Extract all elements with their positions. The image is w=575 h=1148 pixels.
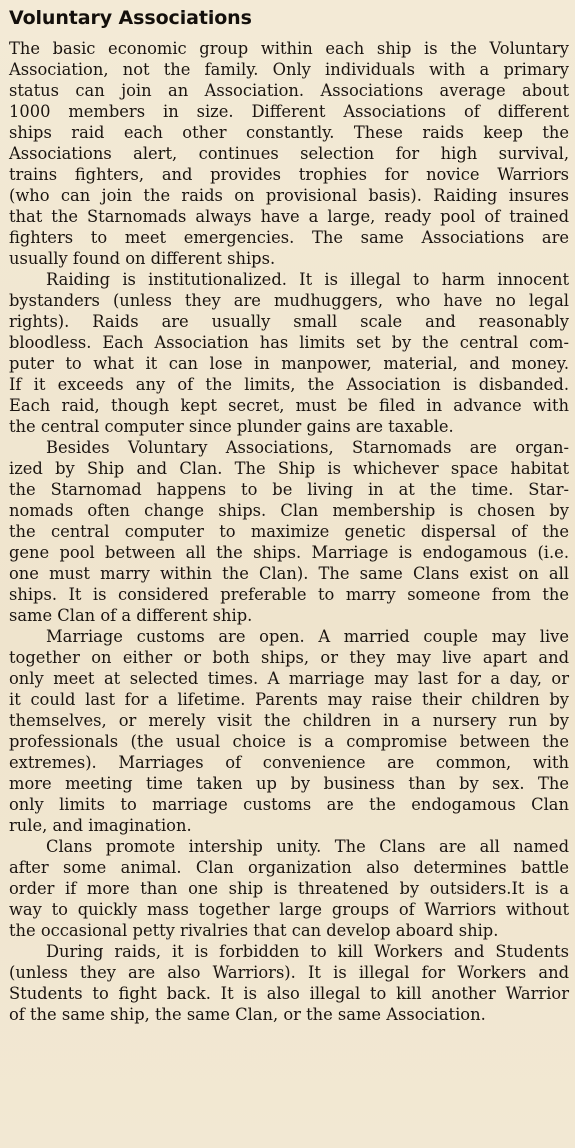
text-line: professionals (the usual choice is a compromise between the — [9, 732, 569, 751]
text-line: During raids, it is forbidden to kill Workers and Students — [46, 942, 569, 961]
text-line: 1000 members in size. Different Associations of different — [9, 102, 569, 121]
text-line: Association, not the family. Only individuals with a primary — [9, 60, 569, 79]
text-line: The basic economic group within each ship is the Voluntary — [9, 39, 569, 58]
text-line: gene pool between all the ships. Marriage is endogamous (i.e. — [9, 543, 569, 562]
text-line: ized by Ship and Clan. The Ship is whichever space habitat — [9, 459, 569, 478]
text-line: trains fighters, and provides trophies for novice Warriors — [9, 165, 569, 184]
text-line: the Starnomad happens to be living in at the time. Star- — [9, 480, 569, 499]
text-line: Students to fight back. It is also illegal to kill another Warrior — [9, 984, 569, 1003]
text-line: Clans promote intership unity. The Clans are all named — [46, 837, 569, 856]
text-line: usually found on different ships. — [9, 249, 276, 268]
text-line: same Clan of a different ship. — [9, 606, 253, 625]
text-line: the central computer to maximize genetic dispersal of the — [9, 522, 569, 541]
text-line: after some animal. Clan organization also determines battle — [9, 858, 569, 877]
section-heading: Voluntary Associations — [9, 7, 252, 29]
text-line: it could last for a lifetime. Parents may raise their children by — [9, 690, 569, 709]
text-line: more meeting time taken up by business than by sex. The — [9, 774, 569, 793]
text-line: fighters to meet emergencies. The same Associations are — [9, 228, 569, 247]
text-line: extremes). Marriages of convenience are common, with — [9, 753, 569, 772]
text-line: (who can join the raids on provisional basis). Raiding insures — [9, 186, 569, 205]
body-text — [9, 38, 569, 1025]
text-line: themselves, or merely visit the children in a nursery run by — [9, 711, 569, 730]
text-line: order if more than one ship is threatened by outsiders.It is a — [9, 879, 569, 898]
text-line: the central computer since plunder gains are taxable. — [9, 417, 454, 436]
text-line: way to quickly mass together large groups of Warriors without — [9, 900, 569, 919]
text-line: (unless they are also Warriors). It is illegal for Workers and — [9, 963, 569, 982]
text-line: nomads often change ships. Clan membership is chosen by — [9, 501, 569, 520]
text-line: Associations alert, continues selection for high survival, — [9, 144, 569, 163]
text-line: of the same ship, the same Clan, or the same Association. — [9, 1005, 486, 1024]
text-line: ships. It is considered preferable to marry someone from the — [9, 585, 569, 604]
text-line: puter to what it can lose in manpower, material, and money. — [9, 354, 569, 373]
text-line: the occasional petty rivalries that can develop aboard ship. — [9, 921, 499, 940]
text-line: Besides Voluntary Associations, Starnomads are organ- — [46, 438, 569, 457]
text-line: Raiding is institutionalized. It is illegal to harm innocent — [46, 270, 569, 289]
text-line: only limits to marriage customs are the endogamous Clan — [9, 795, 569, 814]
text-line: one must marry within the Clan). The same Clans exist on all — [9, 564, 569, 583]
text-line: rights). Raids are usually small scale and reasonably — [9, 312, 569, 331]
text-line: If it exceeds any of the limits, the Association is disbanded. — [9, 375, 569, 394]
text-line: Each raid, though kept secret, must be filed in advance with — [9, 396, 569, 415]
text-line: bystanders (unless they are mudhuggers, who have no legal — [9, 291, 569, 310]
text-line: status can join an Association. Associations average about — [9, 81, 569, 100]
text-line: together on either or both ships, or they may live apart and — [9, 648, 569, 667]
text-line: only meet at selected times. A marriage may last for a day, or — [9, 669, 569, 688]
text-line: rule, and imagination. — [9, 816, 192, 835]
text-line: bloodless. Each Association has limits set by the central com- — [9, 333, 569, 352]
text-line: Marriage customs are open. A married couple may live — [46, 627, 569, 646]
text-line: that the Starnomads always have a large, ready pool of trained — [9, 207, 569, 226]
text-line: ships raid each other constantly. These raids keep the — [9, 123, 569, 142]
